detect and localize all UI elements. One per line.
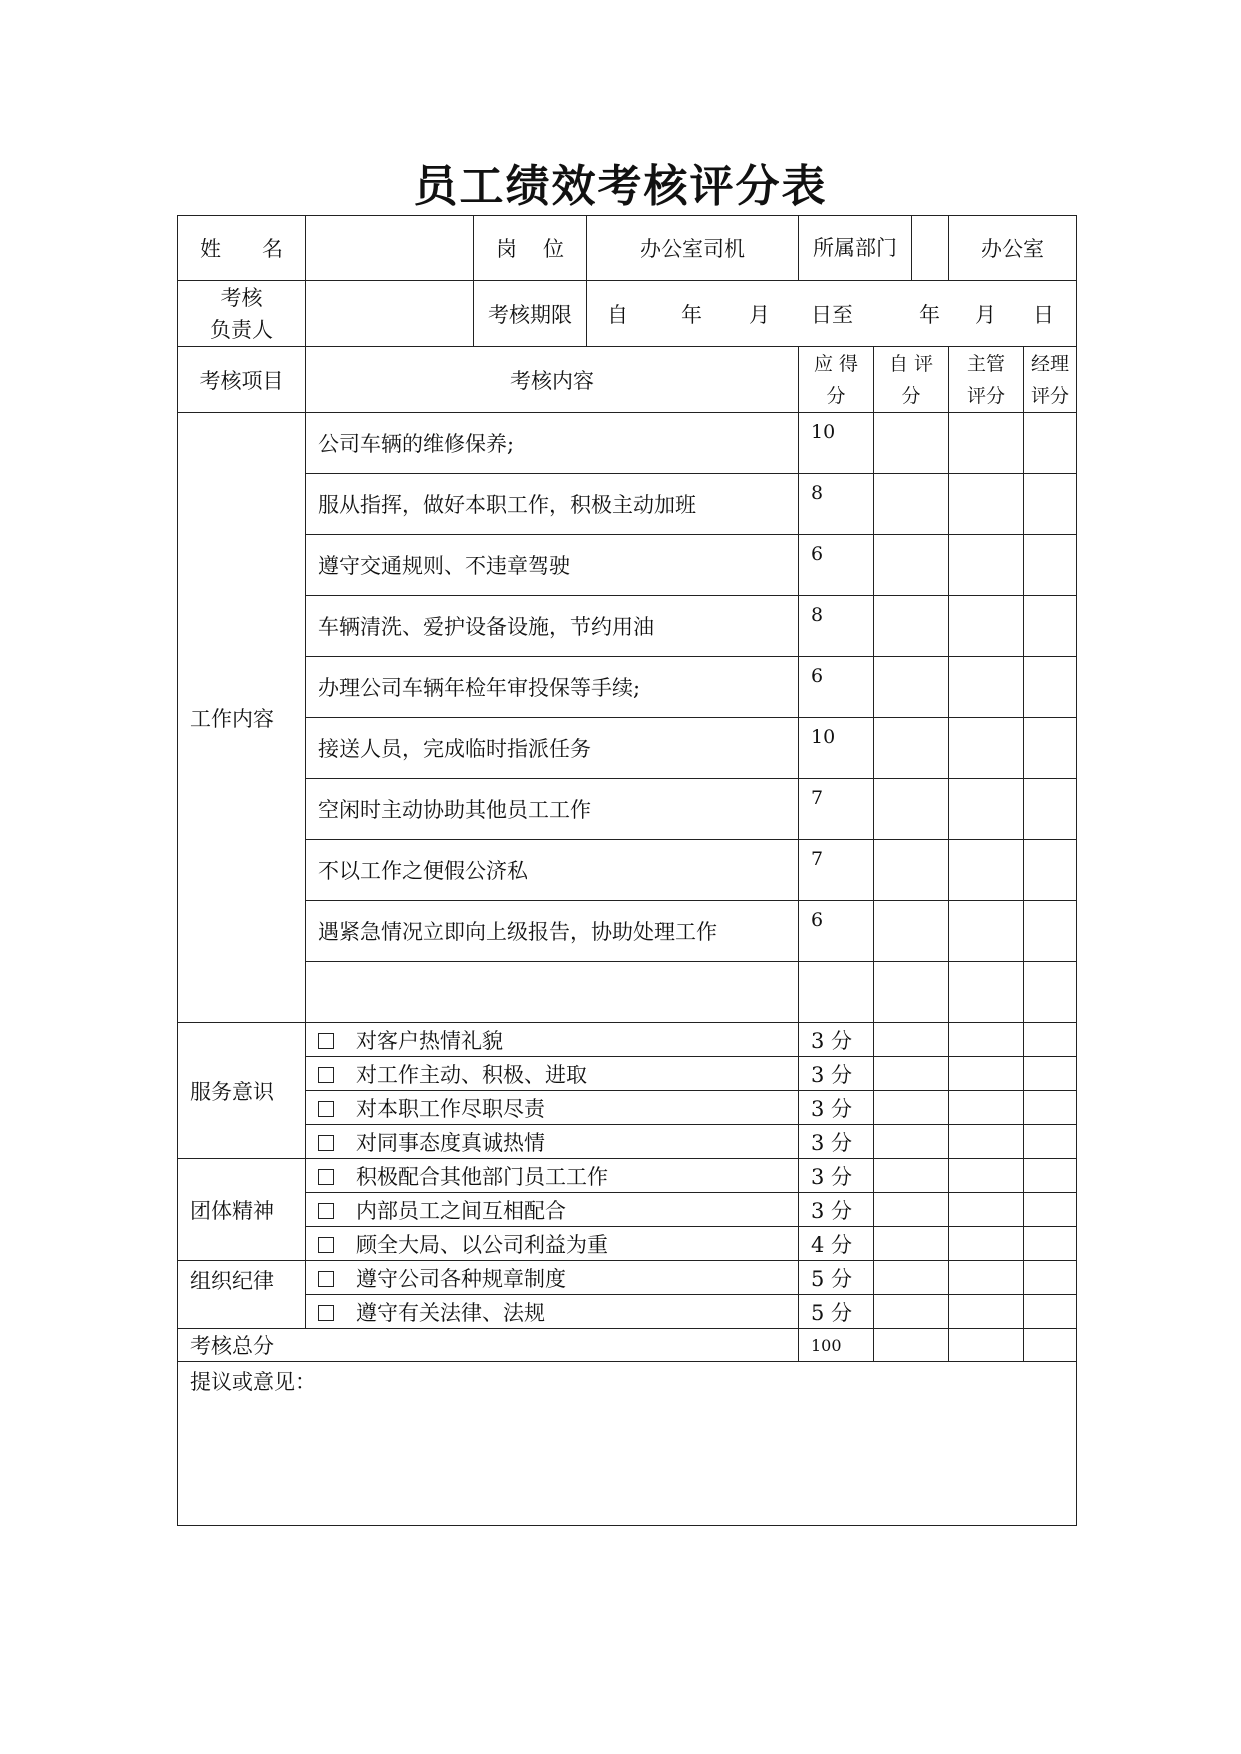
criterion-item: 遵守有关法律、法规	[306, 1295, 799, 1329]
criterion-text: 不以工作之便假公济私	[306, 840, 799, 901]
manager-score-cell[interactable]	[1024, 1091, 1077, 1125]
criterion-text: 服从指挥，做好本职工作，积极主动加班	[306, 474, 799, 535]
supervisor-score-cell[interactable]	[949, 1261, 1024, 1295]
reviewer-field[interactable]	[306, 281, 474, 347]
supervisor-score-cell[interactable]	[949, 1193, 1024, 1227]
criterion-text: 公司车辆的维修保养;	[306, 413, 799, 474]
post-cell	[587, 216, 799, 281]
supervisor-score-cell[interactable]	[949, 901, 1024, 962]
self-score-cell[interactable]	[874, 901, 949, 962]
table-row	[178, 1125, 1077, 1159]
manager-score-cell[interactable]	[1024, 1023, 1077, 1057]
full-score: 10	[799, 718, 874, 779]
criterion-text: 车辆清洗、爱护设备设施，节约用油	[306, 596, 799, 657]
table-row	[178, 657, 1077, 718]
supervisor-score-cell[interactable]	[949, 413, 1024, 474]
manager-score-cell[interactable]	[1024, 840, 1077, 901]
dept-cell	[799, 216, 949, 281]
criterion-text: 办理公司车辆年检年审投保等手续;	[306, 657, 799, 718]
criterion-item: 对同事态度真诚热情	[306, 1125, 799, 1159]
full-score: 8	[799, 596, 874, 657]
col-full-score: 应 得 分	[799, 347, 874, 413]
supervisor-score-cell[interactable]	[949, 1023, 1024, 1057]
period-label: 考核期限	[474, 281, 587, 347]
self-score-cell[interactable]	[874, 1023, 949, 1057]
table-row	[178, 1057, 1077, 1091]
full-score: 3 分	[799, 1091, 874, 1125]
criterion-text: 遵守交通规则、不违章驾驶	[306, 535, 799, 596]
header-row-2	[178, 281, 1077, 347]
col-manager-score: 经理 评分	[1024, 347, 1077, 413]
total-full-score: 100	[799, 1329, 874, 1362]
self-score-cell[interactable]	[874, 535, 949, 596]
evaluation-table	[177, 215, 1077, 1526]
full-score: 3 分	[799, 1159, 874, 1193]
self-score-cell[interactable]	[874, 1261, 949, 1295]
supervisor-score-cell[interactable]	[949, 1125, 1024, 1159]
supervisor-score-cell[interactable]	[949, 596, 1024, 657]
self-score-cell[interactable]	[874, 474, 949, 535]
criterion-item: 遵守公司各种规章制度	[306, 1261, 799, 1295]
criterion-text: 遇紧急情况立即向上级报告，协助处理工作	[306, 901, 799, 962]
self-score-cell[interactable]	[874, 413, 949, 474]
supervisor-score-cell[interactable]	[949, 779, 1024, 840]
manager-score-cell[interactable]	[1024, 474, 1077, 535]
post-value[interactable]: 办公室司机	[640, 237, 745, 261]
name-field[interactable]	[306, 216, 474, 281]
self-score-cell[interactable]	[874, 1091, 949, 1125]
category-work: 工作内容	[178, 413, 306, 1023]
full-score: 4 分	[799, 1227, 874, 1261]
table-row	[178, 1227, 1077, 1261]
criterion-text	[306, 962, 799, 1023]
reviewer-label: 考核 负责人	[178, 281, 306, 347]
manager-score-cell[interactable]	[1024, 1193, 1077, 1227]
table-row	[178, 1091, 1077, 1125]
comments-field[interactable]	[178, 1362, 1077, 1526]
criterion-item: 积极配合其他部门员工工作	[306, 1159, 799, 1193]
table-row	[178, 474, 1077, 535]
period-field[interactable]: 自 年 月 日至 年 月 日	[587, 281, 1077, 347]
form-title: 员工绩效考核评分表	[413, 161, 828, 212]
manager-score-cell[interactable]	[1024, 657, 1077, 718]
supervisor-score-cell[interactable]	[949, 840, 1024, 901]
header-row-1	[178, 216, 1077, 281]
manager-score-cell[interactable]	[1024, 1159, 1077, 1193]
full-score: 3 分	[799, 1125, 874, 1159]
table-row	[178, 1295, 1077, 1329]
self-score-cell[interactable]	[874, 840, 949, 901]
category-service: 服务意识	[178, 1023, 306, 1159]
self-score-cell[interactable]	[874, 1125, 949, 1159]
category-team: 团体精神	[178, 1159, 306, 1261]
total-label: 考核总分	[178, 1329, 799, 1362]
name-label: 姓 名	[178, 216, 306, 281]
full-score: 7	[799, 779, 874, 840]
supervisor-score-cell[interactable]	[949, 1295, 1024, 1329]
self-score-cell[interactable]	[874, 1227, 949, 1261]
comments-row	[178, 1362, 1077, 1526]
self-score-cell[interactable]	[874, 596, 949, 657]
manager-score-cell[interactable]	[1024, 1261, 1077, 1295]
total-row	[178, 1329, 1077, 1362]
col-self-score: 自 评 分	[874, 347, 949, 413]
checkbox-icon[interactable]	[318, 1135, 334, 1151]
table-row	[178, 413, 1077, 474]
full-score: 6	[799, 535, 874, 596]
table-row	[178, 1261, 1077, 1295]
manager-score-cell[interactable]	[1024, 1295, 1077, 1329]
criterion-text: 空闲时主动协助其他员工工作	[306, 779, 799, 840]
table-row	[178, 840, 1077, 901]
full-score: 3 分	[799, 1193, 874, 1227]
full-score: 6	[799, 901, 874, 962]
supervisor-score-cell[interactable]	[949, 1057, 1024, 1091]
checkbox-icon[interactable]	[318, 1305, 334, 1321]
full-score: 3 分	[799, 1057, 874, 1091]
manager-score-cell[interactable]	[1024, 1125, 1077, 1159]
total-manager-score[interactable]	[1024, 1329, 1077, 1362]
checkbox-icon[interactable]	[318, 1169, 334, 1185]
checkbox-icon[interactable]	[318, 1203, 334, 1219]
manager-score-cell[interactable]	[1024, 901, 1077, 962]
table-row	[178, 1193, 1077, 1227]
comments-label: 提议或意见：	[190, 1370, 316, 1394]
supervisor-score-cell[interactable]	[949, 474, 1024, 535]
dept-label: 所属部门	[799, 216, 912, 280]
col-content: 考核内容	[306, 347, 799, 413]
manager-score-cell[interactable]	[1024, 1227, 1077, 1261]
full-score	[799, 962, 874, 1023]
checkbox-icon[interactable]	[318, 1101, 334, 1117]
checkbox-icon[interactable]	[318, 1271, 334, 1287]
table-row	[178, 779, 1077, 840]
supervisor-score-cell[interactable]	[949, 718, 1024, 779]
supervisor-score-cell[interactable]	[949, 1091, 1024, 1125]
full-score: 8	[799, 474, 874, 535]
table-row	[178, 1159, 1077, 1193]
table-row	[178, 1023, 1077, 1057]
manager-score-cell[interactable]	[1024, 962, 1077, 1023]
supervisor-score-cell[interactable]	[949, 962, 1024, 1023]
manager-score-cell[interactable]	[1024, 535, 1077, 596]
criterion-item: 顾全大局、以公司利益为重	[306, 1227, 799, 1261]
full-score: 6	[799, 657, 874, 718]
manager-score-cell[interactable]	[1024, 1057, 1077, 1091]
criterion-item: 对客户热情礼貌	[306, 1023, 799, 1057]
manager-score-cell[interactable]	[1024, 718, 1077, 779]
post-label: 岗 位	[474, 216, 587, 281]
col-supervisor-score: 主管 评分	[949, 347, 1024, 413]
total-self-score[interactable]	[874, 1329, 949, 1362]
criterion-item: 内部员工之间互相配合	[306, 1193, 799, 1227]
self-score-cell[interactable]	[874, 1295, 949, 1329]
full-score: 3 分	[799, 1023, 874, 1057]
table-row	[178, 901, 1077, 962]
col-item: 考核项目	[178, 347, 306, 413]
table-row	[178, 718, 1077, 779]
column-header-row	[178, 347, 1077, 413]
full-score: 7	[799, 840, 874, 901]
criterion-text: 接送人员，完成临时指派任务	[306, 718, 799, 779]
full-score: 5 分	[799, 1295, 874, 1329]
supervisor-score-cell[interactable]	[949, 535, 1024, 596]
manager-score-cell[interactable]	[1024, 413, 1077, 474]
checkbox-icon[interactable]	[318, 1067, 334, 1083]
self-score-cell[interactable]	[874, 962, 949, 1023]
self-score-cell[interactable]	[874, 657, 949, 718]
supervisor-score-cell[interactable]	[949, 1227, 1024, 1261]
supervisor-score-cell[interactable]	[949, 1159, 1024, 1193]
self-score-cell[interactable]	[874, 718, 949, 779]
checkbox-icon[interactable]	[318, 1237, 334, 1253]
checkbox-icon[interactable]	[318, 1033, 334, 1049]
criterion-item: 对本职工作尽职尽责	[306, 1091, 799, 1125]
full-score: 5 分	[799, 1261, 874, 1295]
total-supervisor-score[interactable]	[949, 1329, 1024, 1362]
manager-score-cell[interactable]	[1024, 596, 1077, 657]
table-row	[178, 596, 1077, 657]
category-discipline: 组织纪律	[178, 1261, 306, 1329]
criterion-item: 对工作主动、积极、进取	[306, 1057, 799, 1091]
dept-value[interactable]: 办公室	[949, 216, 1077, 281]
self-score-cell[interactable]	[874, 1159, 949, 1193]
self-score-cell[interactable]	[874, 1057, 949, 1091]
self-score-cell[interactable]	[874, 779, 949, 840]
table-row	[178, 535, 1077, 596]
full-score: 10	[799, 413, 874, 474]
self-score-cell[interactable]	[874, 1193, 949, 1227]
table-row	[178, 962, 1077, 1023]
manager-score-cell[interactable]	[1024, 779, 1077, 840]
supervisor-score-cell[interactable]	[949, 657, 1024, 718]
